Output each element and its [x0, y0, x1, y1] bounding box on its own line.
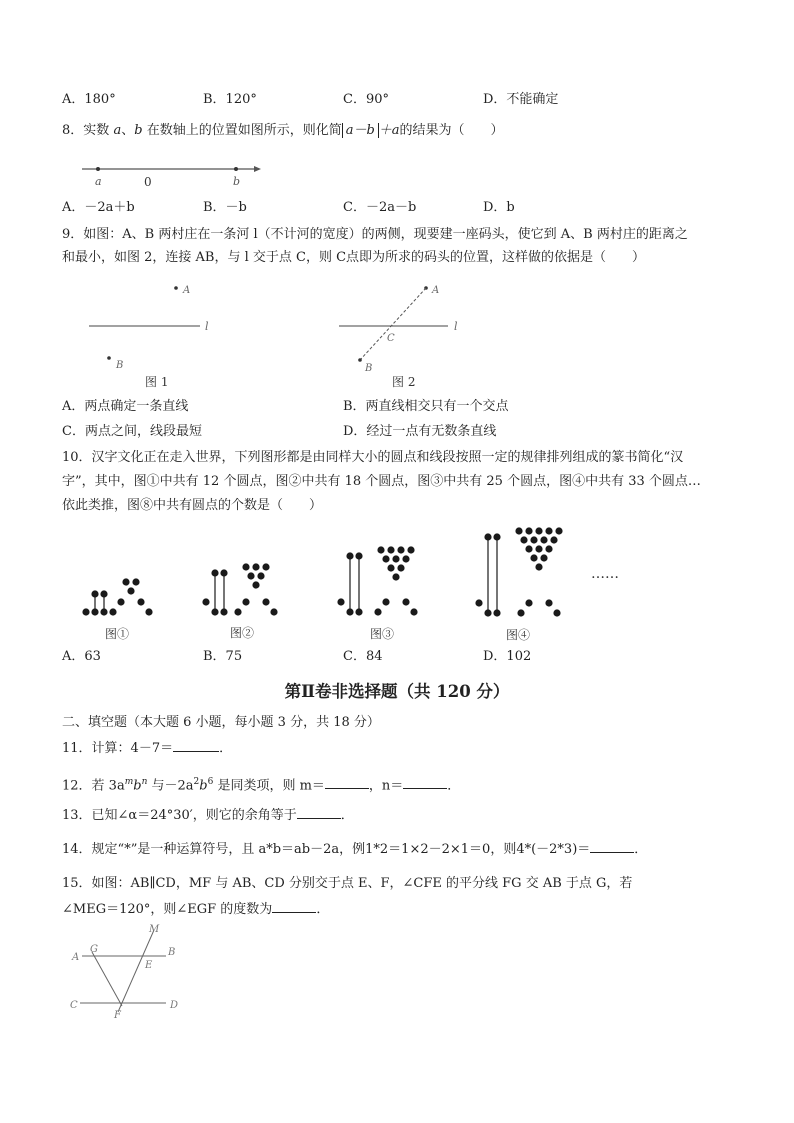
pattern-dot — [382, 598, 389, 605]
caption-3: 图③ — [370, 627, 395, 641]
pattern-dot — [127, 587, 134, 594]
pattern-dot — [355, 552, 362, 559]
q8-number-line-figure — [78, 158, 268, 190]
q8-option-d: D．b — [483, 200, 515, 215]
pattern-dot — [337, 598, 344, 605]
svg-text:B: B — [365, 363, 373, 374]
pattern-dot — [535, 563, 542, 570]
pattern-dot — [220, 569, 227, 576]
q8-stem: 8．实数 a、b 在数轴上的位置如图所示，则化简 a－b ＋a的结果为（ ） — [62, 123, 504, 138]
abs-value-expression: a－b — [342, 123, 379, 138]
pattern-dot — [117, 598, 124, 605]
point-b — [234, 167, 238, 171]
pattern-dot — [525, 527, 532, 534]
svg-text:C: C — [70, 1000, 78, 1011]
pattern-dot — [392, 555, 399, 562]
svg-text:C: C — [387, 333, 395, 344]
q9-option-a: A．两点确定一条直线 — [62, 399, 189, 414]
point-B — [358, 358, 362, 362]
pattern-dot — [242, 563, 249, 570]
pattern-dot — [530, 554, 537, 561]
q7-option-a: A．180° — [62, 92, 116, 107]
pattern-dot — [402, 598, 409, 605]
q10-pattern-figures — [70, 522, 650, 644]
answer-blank-n[interactable] — [403, 774, 447, 789]
pattern-figure-4 — [475, 527, 562, 616]
axis-label-b: b — [233, 175, 241, 188]
svg-text:D: D — [170, 1000, 179, 1011]
q9-stem-line2: 和最小，如图 2，连接 AB，与 l 交于点 C，则 C点即为所求的码头的位置，这样做的依据是（ ） — [62, 250, 646, 265]
svg-text:图 1: 图 1 — [145, 375, 169, 389]
svg-text:l: l — [205, 320, 209, 333]
pattern-dot — [91, 590, 98, 597]
svg-text:E: E — [145, 960, 153, 971]
pattern-dot — [475, 599, 482, 606]
pattern-dot — [355, 608, 362, 615]
q8-option-a: A．－2a＋b — [62, 200, 135, 215]
pattern-dot — [530, 536, 537, 543]
section-title: 第Ⅱ卷非选择题（共 120 分） — [284, 682, 510, 701]
pattern-dot — [387, 546, 394, 553]
q7-option-d: D．不能确定 — [483, 92, 559, 107]
q9-stem-line1: 9．如图：A、B 两村庄在一条河 l（不计河的宽度）的两侧，现要建一座码头，使它到 A、B 两村庄的距离之 — [62, 227, 688, 242]
pattern-dot — [132, 578, 139, 585]
q9-option-b: B．两直线相交只有一个交点 — [343, 399, 509, 414]
point-B — [107, 356, 111, 360]
q10-option-b: B．75 — [203, 649, 243, 664]
pattern-dot — [100, 608, 107, 615]
pattern-dot — [535, 545, 542, 552]
pattern-dot — [392, 573, 399, 580]
pattern-dot — [91, 608, 98, 615]
pattern-dot — [397, 546, 404, 553]
pattern-dot — [100, 590, 107, 597]
pattern-dot — [493, 609, 500, 616]
answer-blank[interactable] — [272, 898, 316, 913]
pattern-figure-3 — [337, 546, 417, 615]
q12: 12．若 $3a^mb^n$ 与$-2a^2b^6$ 是同类项，则 m＝ ，n＝ ． — [62, 771, 460, 797]
pattern-dot — [262, 563, 269, 570]
pattern-dot — [484, 609, 491, 616]
q15-stem-line1: 15．如图：AB∥CD，MF 与 AB、CD 分别交于点 E、F，∠CFE 的平分线 FG 交 AB 于点 G，若 — [62, 876, 633, 891]
section-part2-heading: 二、填空题（本大题 6 小题，每小题 3 分，共 18 分） — [62, 715, 380, 730]
pattern-dot — [242, 598, 249, 605]
pattern-dot — [410, 608, 417, 615]
pattern-dot — [211, 608, 218, 615]
pattern-dot — [346, 552, 353, 559]
q7-option-b: B．120° — [203, 92, 257, 107]
pattern-dot — [211, 569, 218, 576]
pattern-dot — [545, 599, 552, 606]
pattern-dot — [234, 608, 241, 615]
caption-4: 图④ — [506, 628, 531, 642]
q15-figure — [64, 922, 194, 1020]
pattern-dot — [545, 545, 552, 552]
svg-text:B: B — [116, 360, 124, 371]
pattern-dot — [387, 564, 394, 571]
pattern-dot — [252, 563, 259, 570]
pattern-dot — [525, 599, 532, 606]
pattern-dot — [407, 546, 414, 553]
svg-text:G: G — [90, 944, 98, 955]
q9-option-d: D．经过一点有无数条直线 — [343, 424, 497, 439]
pattern-dot — [270, 608, 277, 615]
pattern-dot — [550, 536, 557, 543]
pattern-dot — [493, 533, 500, 540]
q10-option-c: C．84 — [343, 649, 383, 664]
answer-blank-m[interactable] — [325, 774, 369, 789]
pattern-dot — [397, 564, 404, 571]
pattern-dot — [262, 598, 269, 605]
svg-text:l: l — [454, 320, 458, 333]
pattern-figure-2 — [202, 563, 277, 615]
pattern-dot — [540, 554, 547, 561]
q14: 14．规定“*”是一种运算符号，且 a*b＝ab－2a，例1*2＝1×2－2×1＝0，则4*(－2*3)＝ ． — [62, 838, 647, 861]
axis-label-a: a — [95, 175, 102, 188]
pattern-dot — [137, 598, 144, 605]
q7-option-c: C．90° — [343, 92, 389, 107]
pattern-dot — [382, 555, 389, 562]
pattern-dot — [220, 608, 227, 615]
point-a — [96, 167, 100, 171]
answer-blank[interactable] — [590, 838, 634, 853]
q8-option-c: C．－2a－b — [343, 200, 417, 215]
q9-figure-1 — [84, 278, 234, 390]
svg-text:图 2: 图 2 — [392, 375, 416, 389]
pattern-figure-1 — [82, 578, 152, 615]
pattern-dot — [545, 527, 552, 534]
pattern-dot — [553, 609, 560, 616]
pattern-dot — [535, 527, 542, 534]
q10-option-a: A．63 — [62, 649, 101, 664]
pattern-dot — [257, 572, 264, 579]
q10-stem-line1: 10．汉字文化正在走入世界，下列图形都是由同样大小的圆点和线段按照一定的规律排列组成的篆书简化“汉 — [62, 450, 684, 465]
pattern-dot — [525, 545, 532, 552]
q11: 11．计算：4－7＝ ． — [62, 737, 232, 760]
pattern-dot — [247, 572, 254, 579]
svg-text:A: A — [72, 952, 80, 963]
caption-2: 图② — [230, 626, 255, 640]
svg-text:M: M — [149, 924, 160, 935]
answer-blank[interactable] — [173, 737, 219, 752]
pattern-dot — [252, 581, 259, 588]
pattern-dot — [540, 536, 547, 543]
q8-option-b: B．－b — [203, 200, 247, 215]
q10-stem-line2: 字”，其中，图①中共有 12 个圆点，图②中共有 18 个圆点，图③中共有 25 个圆点，图④中共有 33 个圆点… — [62, 474, 701, 489]
q15-stem-line2: ∠MEG＝120°，则∠EGF 的度数为 ． — [62, 898, 329, 921]
svg-text:A: A — [432, 285, 440, 296]
point-A — [174, 286, 178, 290]
pattern-dot — [109, 608, 116, 615]
q13: 13．已知∠α＝24°30′，则它的余角等于 ． — [62, 804, 354, 827]
svg-text:B: B — [168, 947, 176, 958]
pattern-dot — [517, 609, 524, 616]
q10-option-d: D．102 — [483, 649, 532, 664]
pattern-dot — [555, 527, 562, 534]
caption-1: 图① — [105, 627, 130, 641]
svg-text:A: A — [183, 285, 191, 296]
q10-stem-line3: 依此类推，图⑧中共有圆点的个数是（ ） — [62, 498, 323, 513]
pattern-dot — [82, 608, 89, 615]
svg-text:F: F — [114, 1010, 121, 1020]
pattern-dot — [484, 533, 491, 540]
pattern-dot — [145, 608, 152, 615]
q9-option-c: C．两点之间，线段最短 — [62, 424, 202, 439]
pattern-dot — [520, 536, 527, 543]
answer-blank[interactable] — [297, 804, 341, 819]
pattern-dot — [374, 608, 381, 615]
pattern-ellipsis: …… — [591, 566, 619, 582]
pattern-dot — [122, 578, 129, 585]
pattern-dot — [377, 546, 384, 553]
pattern-dot — [515, 527, 522, 534]
axis-label-zero: 0 — [144, 175, 152, 189]
q9-figure-2 — [334, 278, 484, 390]
pattern-dot — [346, 608, 353, 615]
pattern-dot — [402, 555, 409, 562]
pattern-dot — [202, 598, 209, 605]
